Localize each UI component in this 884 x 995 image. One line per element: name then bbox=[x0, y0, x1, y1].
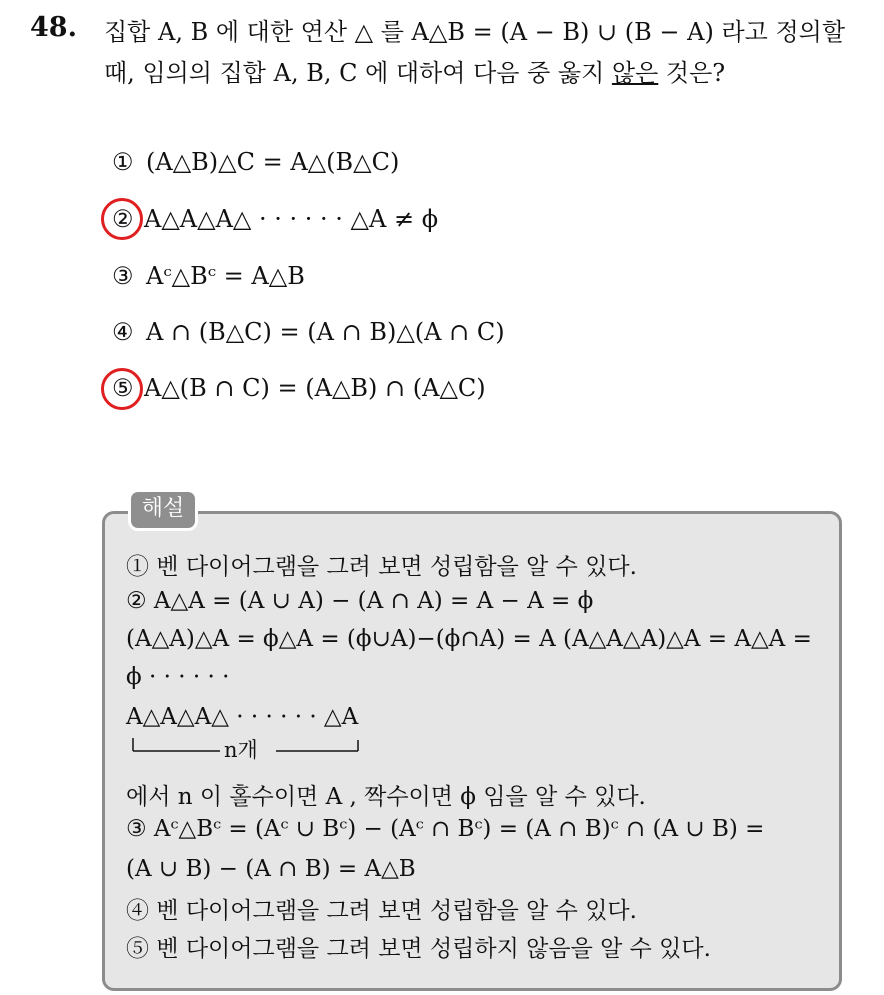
solution-line-10: ④ 벤 다이어그램을 그려 보면 성립함을 알 수 있다. bbox=[126, 898, 637, 924]
solution-tag: 해설 bbox=[128, 489, 198, 531]
solution-line-9: (A ∪ B) − (A ∩ B) = A△B bbox=[126, 856, 416, 882]
solution-line-3: (A△A)△A = ϕ△A = (ϕ∪A)−(ϕ∩A) = A (A△A△A)△A = A△A = bbox=[126, 626, 812, 652]
choice-2[interactable] bbox=[112, 205, 438, 233]
choice-4-mark: ④ bbox=[112, 318, 134, 346]
question-text-line2 bbox=[104, 53, 725, 88]
choice-1-text: (A△B)△C = A△(B△C) bbox=[146, 148, 400, 176]
choice-3-text: Aᶜ△Bᶜ = A△B bbox=[146, 262, 305, 290]
choice-3[interactable] bbox=[112, 262, 305, 290]
solution-line-7: 에서 n 이 홀수이면 A , 짝수이면 ϕ 임을 알 수 있다. bbox=[126, 784, 646, 810]
solution-line-4: ϕ · · · · · · bbox=[126, 664, 230, 690]
choice-5[interactable] bbox=[112, 374, 486, 402]
question-text-line1: 집합 A, B 에 대한 연산 △ 를 A△B = (A − B) ∪ (B − A) 라고 정의할 bbox=[104, 18, 846, 46]
question-underlined-word: 않은 bbox=[611, 59, 659, 87]
choice-5-text: A△(B ∩ C) = (A△B) ∩ (A△C) bbox=[144, 374, 486, 402]
solution-line-5: A△A△A△ · · · · · · △A bbox=[126, 704, 359, 730]
choice-1[interactable] bbox=[112, 148, 399, 176]
question-number: 48. bbox=[30, 12, 77, 43]
choice-1-mark: ① bbox=[112, 148, 134, 176]
choice-5-mark: ⑤ bbox=[112, 374, 134, 402]
solution-line-1: ① 벤 다이어그램을 그려 보면 성립함을 알 수 있다. bbox=[126, 554, 637, 580]
choice-3-mark: ③ bbox=[112, 262, 134, 290]
question-text-pre: 때, 임의의 집합 A, B, C 에 대하여 다음 중 옳지 bbox=[104, 59, 612, 87]
choice-2-mark: ② bbox=[112, 205, 134, 233]
choice-2-text: A△A△A△ · · · · · · △A ≠ ϕ bbox=[144, 205, 439, 233]
choice-4-text: A ∩ (B△C) = (A ∩ B)△(A ∩ C) bbox=[146, 318, 505, 346]
question-text-post: 것은? bbox=[658, 59, 726, 87]
choice-4[interactable] bbox=[112, 318, 505, 346]
solution-line-11: ⑤ 벤 다이어그램을 그려 보면 성립하지 않음을 알 수 있다. bbox=[126, 936, 711, 962]
solution-line-2: ② A△A = (A ∪ A) − (A ∩ A) = A − A = ϕ bbox=[126, 588, 594, 614]
solution-line-8: ③ Aᶜ△Bᶜ = (Aᶜ ∪ Bᶜ) − (Aᶜ ∩ Bᶜ) = (A ∩ B)ᶜ ∩ (A ∪ B) = bbox=[126, 816, 765, 842]
solution-n-count-label: n개 bbox=[224, 738, 258, 762]
